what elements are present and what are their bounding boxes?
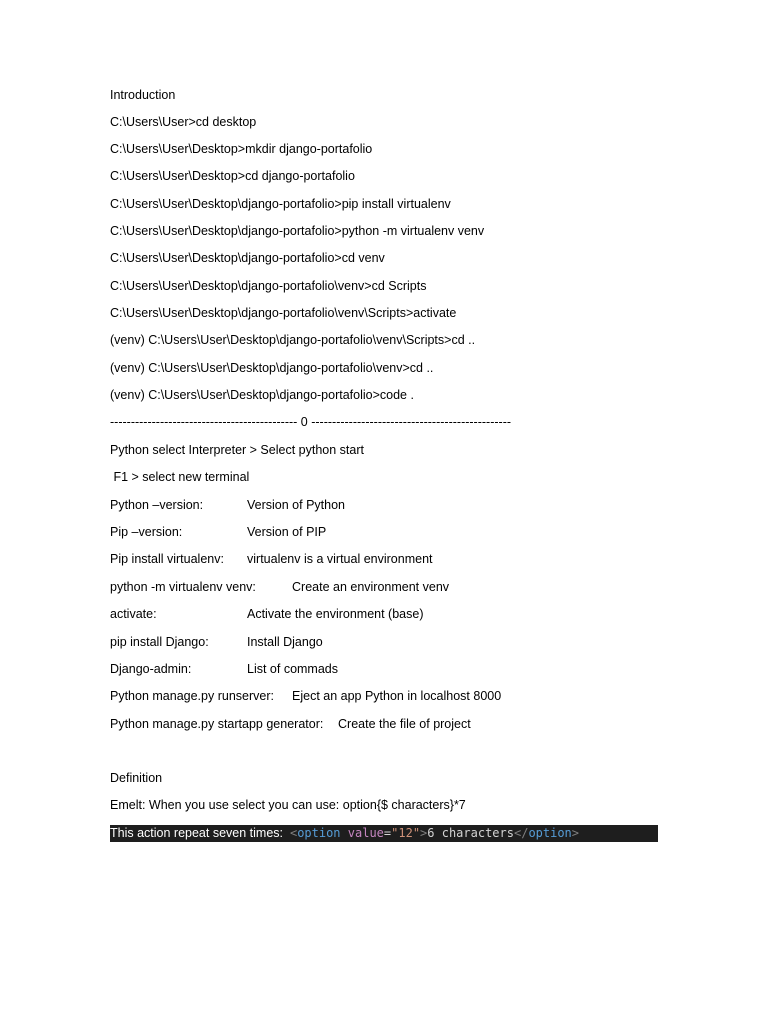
code-inner-text: 6 characters — [427, 826, 514, 840]
glossary-desc: Version of Python — [247, 498, 345, 512]
command-line: C:\Users\User\Desktop\django-portafolio\venv>cd Scripts — [110, 279, 427, 293]
command-line: C:\Users\User\Desktop\django-portafolio>pip install virtualenv — [110, 197, 451, 211]
glossary-term: Django-admin: — [110, 662, 192, 676]
code-tag-name: option — [297, 826, 341, 840]
code-end-close-bracket: > — [571, 826, 580, 840]
code-prefix-text: This action repeat seven times: — [110, 826, 290, 840]
code-end-tag-name: option — [528, 826, 572, 840]
glossary-desc: Activate the environment (base) — [247, 607, 424, 621]
code-open-bracket: < — [289, 826, 298, 840]
glossary-term: Python –version: — [110, 498, 204, 512]
glossary-desc: Install Django — [247, 635, 323, 649]
glossary-row — [110, 497, 650, 513]
command-line: (venv) C:\Users\User\Desktop\django-portafolio\venv\Scripts>cd .. — [110, 333, 476, 347]
glossary-row — [110, 579, 650, 595]
separator-line: --------------------------------------------- 0 ------------------------------------------------ — [110, 415, 512, 429]
glossary-row — [110, 634, 650, 650]
glossary-term: Python manage.py runserver: — [110, 689, 274, 703]
command-line: C:\Users\User\Desktop>mkdir django-portafolio — [110, 142, 373, 156]
emelt-line: Emelt: When you use select you can use: option{$ characters}*7 — [110, 798, 466, 812]
glossary-row — [110, 606, 650, 622]
glossary-desc: List of commads — [247, 662, 339, 676]
command-line: C:\Users\User\Desktop\django-portafolio>cd venv — [110, 251, 385, 265]
glossary-term: pip install Django: — [110, 635, 209, 649]
definition-heading: Definition — [110, 771, 163, 785]
code-snippet-bar — [110, 825, 658, 842]
code-attr-name: value — [347, 826, 384, 840]
intro-heading: Introduction — [110, 88, 176, 102]
code-end-open-bracket: </ — [513, 826, 529, 840]
glossary-term: Python manage.py startapp generator: — [110, 717, 324, 731]
code-space — [341, 826, 348, 840]
command-line: (venv) C:\Users\User\Desktop\django-portafolio\venv>cd .. — [110, 361, 434, 375]
glossary-term: Pip install virtualenv: — [110, 552, 224, 566]
glossary-row — [110, 716, 650, 732]
glossary-desc: Eject an app Python in localhost 8000 — [292, 689, 502, 703]
command-line: C:\Users\User\Desktop\django-portafolio>python -m virtualenv venv — [110, 224, 485, 238]
terminal-line: F1 > select new terminal — [110, 470, 250, 484]
command-line: C:\Users\User\Desktop>cd django-portafolio — [110, 169, 355, 183]
glossary-desc: Create the file of project — [338, 717, 471, 731]
command-line: (venv) C:\Users\User\Desktop\django-portafolio>code . — [110, 388, 414, 402]
glossary-desc: virtualenv is a virtual environment — [247, 552, 433, 566]
glossary-term: python -m virtualenv venv: — [110, 580, 256, 594]
code-close-bracket: > — [420, 826, 428, 840]
code-equals: = — [383, 826, 392, 840]
interpreter-line: Python select Interpreter > Select python start — [110, 443, 364, 457]
glossary-desc: Create an environment venv — [292, 580, 450, 594]
glossary-row — [110, 551, 650, 567]
code-attr-value: "12" — [391, 826, 421, 840]
glossary-row — [110, 688, 650, 704]
glossary-term: activate: — [110, 607, 157, 621]
glossary-row — [110, 524, 650, 540]
command-line: C:\Users\User>cd desktop — [110, 115, 257, 129]
glossary-row — [110, 661, 650, 677]
glossary-desc: Version of PIP — [247, 525, 327, 539]
glossary-term: Pip –version: — [110, 525, 183, 539]
command-line: C:\Users\User\Desktop\django-portafolio\venv\Scripts>activate — [110, 306, 457, 320]
